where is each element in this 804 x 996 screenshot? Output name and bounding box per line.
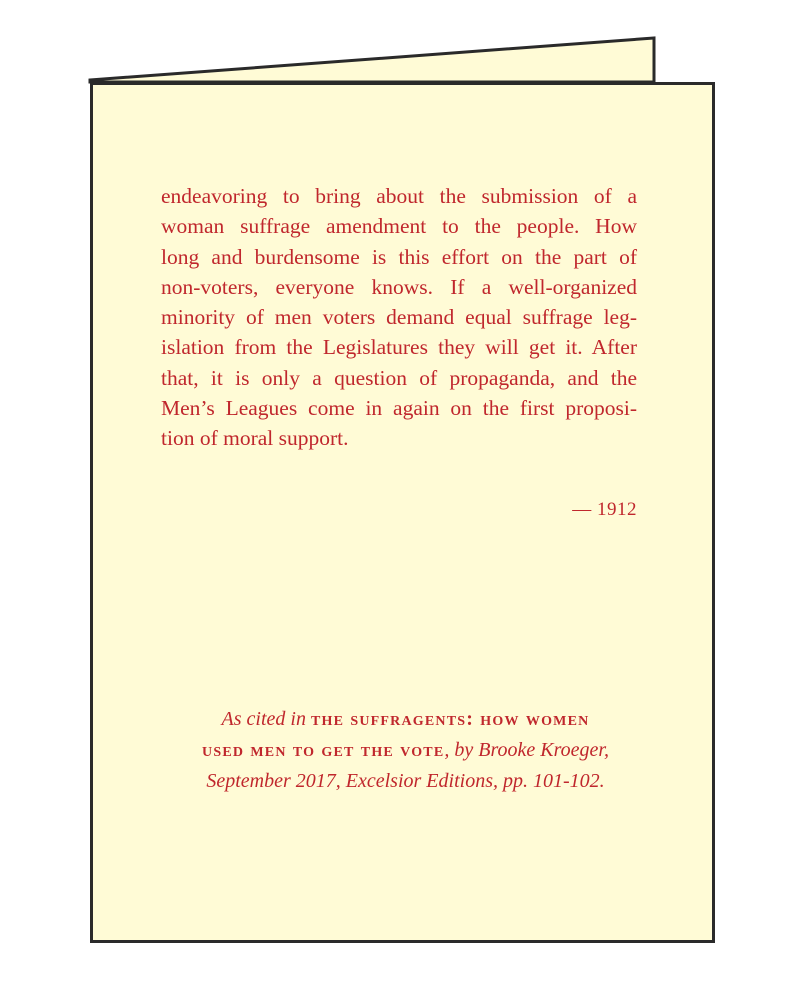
quote-line: woman suffrage amendment to the people. How [161, 214, 637, 239]
citation-details: September 2017, Excelsior Editions, pp. 101-102. [206, 770, 605, 792]
citation-book-title-part1: the suffragents: how women [310, 708, 590, 730]
quote-line: that, it is only a question of propaganda, and the [161, 365, 637, 390]
quote-line: tion of moral support. [161, 426, 349, 451]
citation-prefix: As cited in [221, 708, 311, 730]
quote-line: islation from the Legislatures they will get it. After [161, 335, 637, 360]
quote-line: long and burdensome is this effort on the part of [161, 244, 637, 269]
quote-text [161, 181, 637, 454]
quote-line: minority of men voters demand equal suffrage leg- [161, 305, 637, 330]
citation-author: , by Brooke Kroeger, [444, 739, 609, 761]
citation-line [133, 735, 678, 766]
quote-year: — 1912 [572, 499, 637, 520]
citation-line [133, 704, 678, 735]
greeting-card-front [90, 82, 715, 943]
quote-line: Men’s Leagues come in again on the first proposi- [161, 396, 637, 421]
citation [133, 704, 678, 797]
quote-line: endeavoring to bring about the submission of a [161, 184, 637, 208]
quote-line: non-voters, everyone knows. If a well-organized [161, 274, 637, 299]
citation-book-title-part2: used men to get the vote [202, 739, 445, 761]
